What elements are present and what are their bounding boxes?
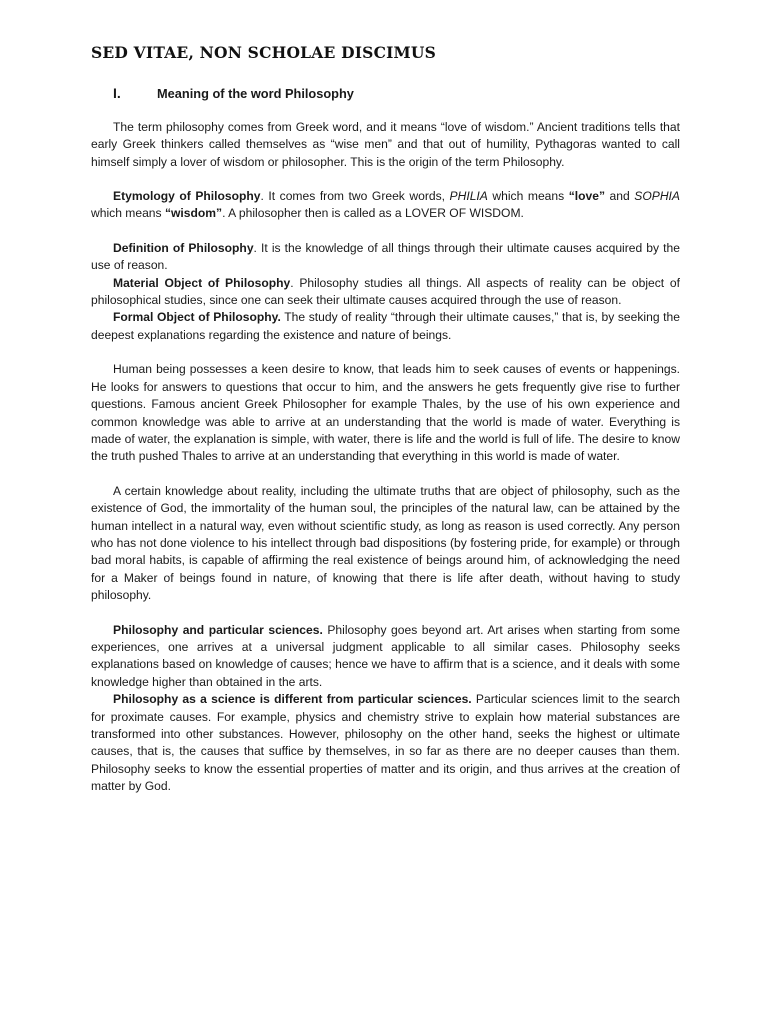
- term-philia: PHILIA: [449, 189, 488, 204]
- paragraph-material-object: Material Object of Philosophy. Philosophy studies all things. All aspects of reality can be object of philosophical studies, since one can seek their ultimate causes acquired through the use of reason.: [91, 275, 681, 308]
- term-particular-sciences: Philosophy and particular sciences.: [113, 622, 323, 637]
- term-etymology: Etymology of Philosophy: [113, 189, 261, 204]
- paragraph-natural-knowledge: A certain knowledge about reality, including the ultimate truths that are object of philosophy, such as the existence of God, the immortality of the human soul, the principles of the natural law, can be attained by the human intellect in a natural way, even without scientific study, as long as reason is used correctly. Any person who has not done violence to his intellect through bad dispositions (by fostering pride, for example) or through bad moral habits, is capable of affirming the real existence of beings around him, of acknowledging the need for a Maker of beings found in nature, of knowing that there is life after death, without having to study philosophy.: [91, 483, 680, 603]
- term-formal-object: Formal Object of Philosophy.: [113, 310, 281, 325]
- document-title: SED VITAE, NON SCHOLAE DISCIMUS: [91, 43, 437, 62]
- paragraph-origin: The term philosophy comes from Greek word, and it means “love of wisdom.” Ancient traditions tells that early Greek thinkers called themselves as “wise men” and that out of humility, Pythagoras wanted to call himself simply a lover of wisdom or philosopher. This is the origin of the term Philosophy.: [91, 119, 680, 169]
- paragraph-definition: Definition of Philosophy. It is the knowledge of all things through their ultimate causes acquired by the use of reason.: [91, 240, 680, 273]
- term-material-object: Material Object of Philosophy: [113, 275, 291, 290]
- paragraph-science-difference: Philosophy as a science is different from particular sciences. Particular sciences limit to the search for proximate causes. For example, physics and chemistry strive to explain how material substances are transformed into other substances. However, philosophy on the other hand, seeks the highest or ultimate causes, that is, the causes that suffice by themselves, in so far as there are no deeper causes than them. Philosophy seeks to know the essential properties of matter and its origin, and thus arrives at the creation of matter by God.: [91, 692, 680, 794]
- term-love: “love”: [568, 189, 606, 204]
- paragraph-formal-object: Formal Object of Philosophy. The study of reality “through their ultimate causes,” that is, by seeking the deepest explanations regarding the existence and nature of beings.: [91, 310, 680, 342]
- term-sophia: SOPHIA: [634, 189, 680, 204]
- term-definition: Definition of Philosophy: [113, 240, 254, 255]
- document-body: [91, 44, 680, 796]
- paragraph-particular-sciences: Philosophy and particular sciences. Philosophy goes beyond art. Art arises when starting from some experiences, one arrives at a universal judgment applicable to all similar cases. Philosophy seeks explanations based on knowledge of causes; hence we have to affirm that is a science, and it deals with some knowledge higher than obtained in the arts.: [91, 622, 680, 689]
- paragraph-thales: Human being possesses a keen desire to know, that leads him to seek causes of events or happenings. He looks for answers to questions that occur to him, and the answers he gets frequently give rise to further questions. Famous ancient Greek Philosopher for example Thales, by the use of his own experience and common knowledge was able to arrive at an understanding that the world is made of water. Everything is made of water, the explanation is simple, with water, there is life and the world is full of life. The desire to know the truth pushed Thales to arrive at an understanding that everything in this world is made of water.: [91, 362, 680, 464]
- section-title: Meaning of the word Philosophy: [157, 86, 354, 102]
- term-science-difference: Philosophy as a science is different from particular sciences.: [113, 692, 472, 707]
- section-heading: [91, 85, 680, 102]
- section-number: I.: [113, 85, 121, 102]
- paragraph-etymology: Etymology of Philosophy. It comes from two Greek words, PHILIA which means “love” and SOPHIA which means “wisdom”. A philosopher then is called as a LOVER OF WISDOM.: [91, 189, 680, 221]
- term-wisdom: “wisdom”: [164, 206, 223, 221]
